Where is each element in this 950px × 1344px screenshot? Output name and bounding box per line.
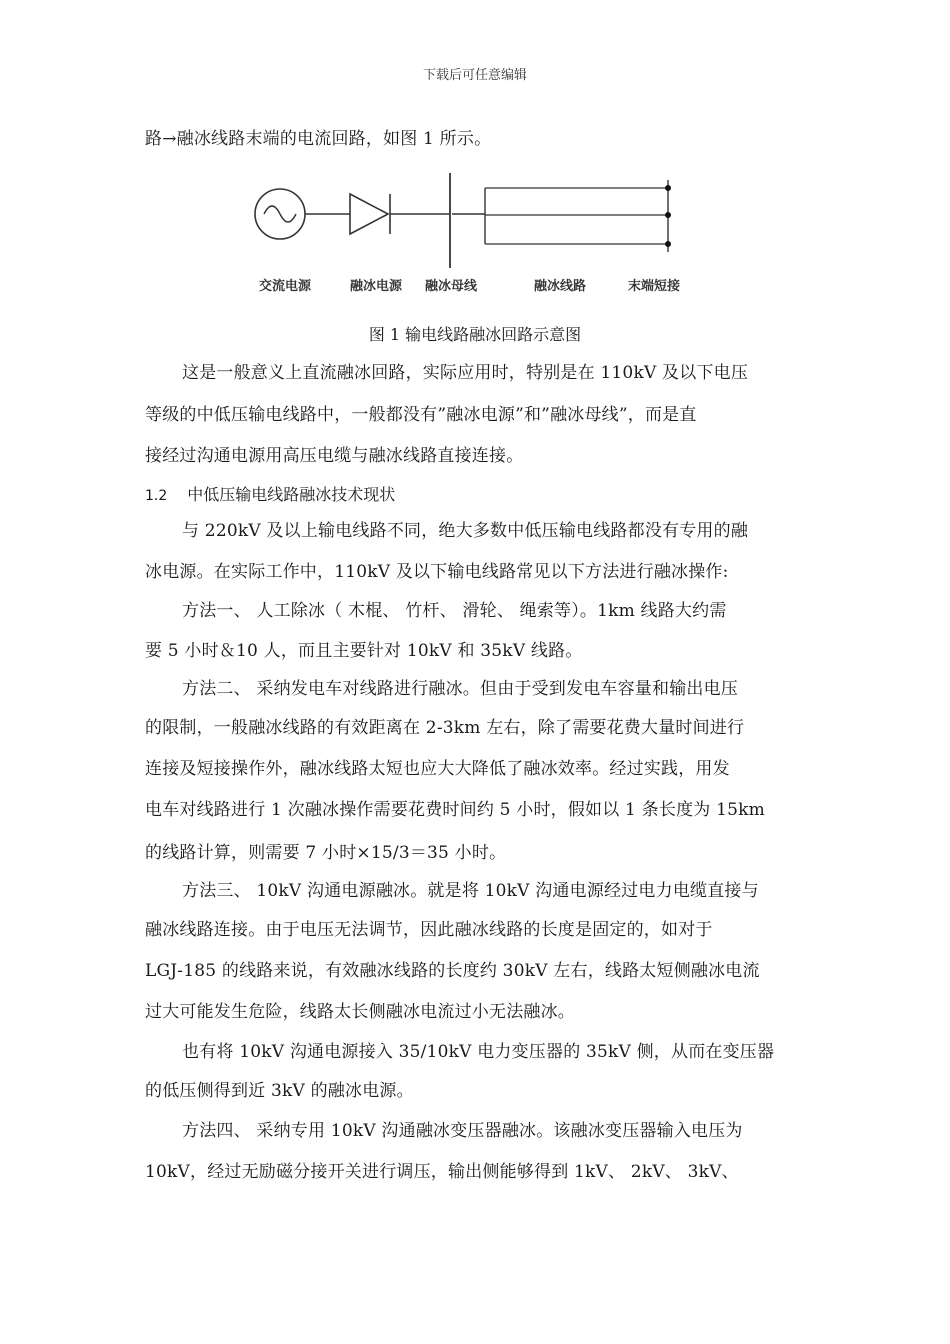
label-melting-bus: 融冰母线 (425, 279, 478, 294)
method2-line-5: 的线路计算，则需要 7 小时×15/3＝35 小时。 (145, 843, 507, 863)
method3-line-1: 方法三、 10kV 沟通电源融冰。就是将 10kV 沟通电源经过电力电缆直接与 (182, 881, 759, 901)
label-melting-line: 融冰线路 (534, 279, 587, 294)
method2-line-2: 的限制，一般融冰线路的有效距离在 2-3km 左右，除了需要花费大量时间进行 (145, 718, 745, 738)
method2-line-4: 电车对线路进行 1 次融冰操作需要花费时间约 5 小时，假如以 1 条长度为 15km (145, 800, 765, 820)
intro-line: 路→融冰线路末端的电流回路，如图 1 所示。 (145, 129, 492, 149)
method3-line-2: 融冰线路连接。由于电压无法调节，因此融冰线路的长度是固定的，如对于 (145, 920, 713, 940)
short-node (665, 212, 671, 218)
ice-melting-circuit-diagram (240, 168, 700, 298)
method2-line-1: 方法二、 采纳发电车对线路进行融冰。但由于受到发电车容量和输出电压 (182, 679, 739, 699)
label-melting-source: 融冰电源 (350, 279, 403, 294)
label-end-short: 末端短接 (628, 279, 681, 294)
figure-caption: 图 1 输电线路融冰回路示意图 (368, 325, 582, 344)
para2-line-2: 冰电源。在实际工作中，110kV 及以下输电线路常见以下方法进行融冰操作: (145, 562, 729, 582)
para3-line-1: 也有将 10kV 沟通电源接入 35/10kV 电力变压器的 35kV 侧，从而在变压器 (182, 1042, 775, 1062)
ac-wave-symbol (264, 206, 296, 222)
short-node (665, 185, 671, 191)
method2-line-3: 连接及短接操作外，融冰线路太短也应大大降低了融冰效率。经过实践，用发 (145, 759, 730, 779)
method3-line-4: 过大可能发生危险，线路太长侧融冰电流过小无法融冰。 (145, 1002, 575, 1022)
method1-line-1: 方法一、 人工除冰（ 木棍、 竹杆、 滑轮、 绳索等）。1km 线路大约需 (182, 601, 727, 621)
diode-symbol (350, 194, 388, 234)
method4-line-1: 方法四、 采纳专用 10kV 沟通融冰变压器融冰。该融冰变压器输入电压为 (182, 1121, 743, 1141)
para1-line-3: 接经过沟通电源用高压电缆与融冰线路直接连接。 (145, 446, 524, 466)
para1-line-2: 等级的中低压输电线路中，一般都没有”融冰电源”和”融冰母线”，而是直 (145, 405, 697, 425)
method3-line-3: LGJ-185 的线路来说，有效融冰线路的长度约 30kV 左右，线路太短侧融冰电流 (145, 961, 760, 981)
section-title: 中低压输电线路融冰技术现状 (187, 485, 396, 504)
para3-line-2: 的低压侧得到近 3kV 的融冰电源。 (145, 1081, 414, 1101)
method1-line-2: 要 5 小时＆10 人，而且主要针对 10kV 和 35kV 线路。 (145, 641, 583, 661)
short-node (665, 241, 671, 247)
section-number: 1.2 (145, 488, 168, 504)
para1-line-1: 这是一般意义上直流融冰回路，实际应用时，特别是在 110kV 及以下电压 (182, 363, 749, 383)
label-ac-source: 交流电源 (259, 279, 312, 294)
page-header: 下载后可任意编辑 (422, 68, 527, 83)
section-heading (145, 482, 395, 505)
para2-line-1: 与 220kV 及以上输电线路不同，绝大多数中低压输电线路都没有专用的融 (182, 521, 749, 541)
method4-line-2: 10kV，经过无励磁分接开关进行调压，输出侧能够得到 1kV、 2kV、 3kV、 (145, 1162, 739, 1182)
